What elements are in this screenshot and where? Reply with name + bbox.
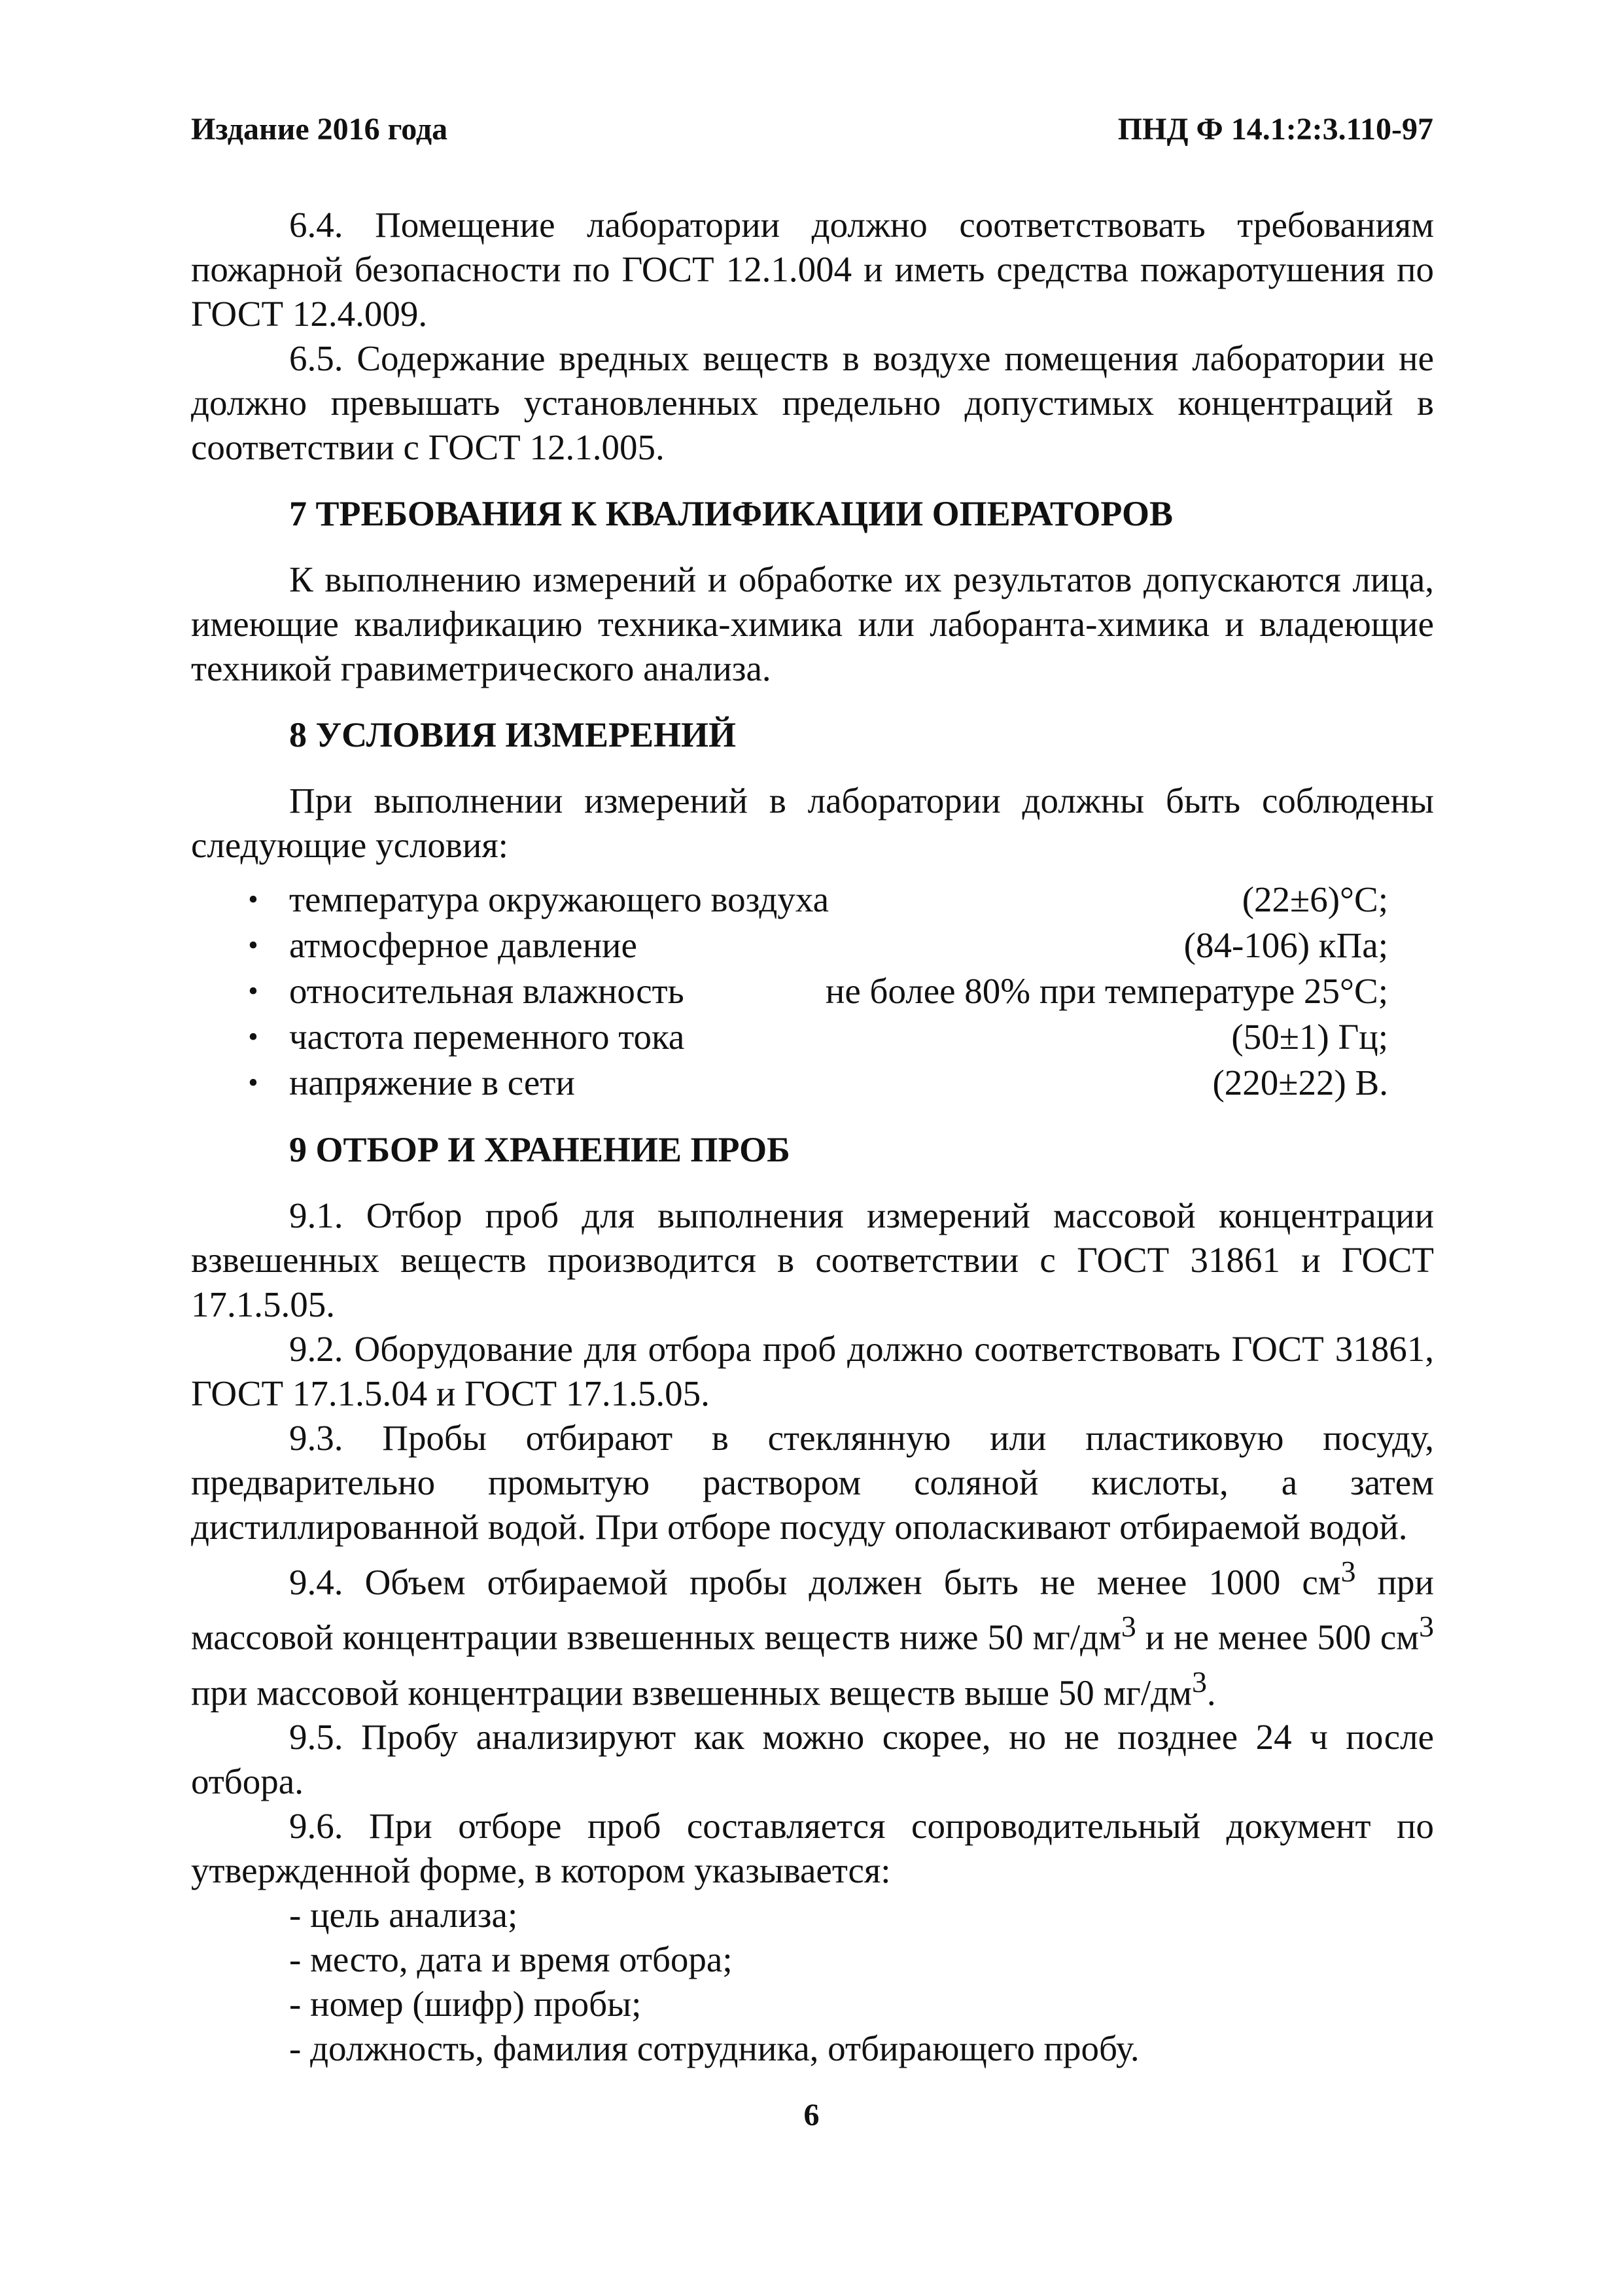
- paragraph-9-3: 9.3. Пробы отбирают в стеклянную или пластиковую посуду, предварительно промытую раствором соляной кислоты, а затем дистиллированной водой. При отборе посуду ополаскивают отбираемой водой.: [191, 1418, 1434, 1547]
- bullet-icon: •: [248, 883, 258, 915]
- paragraph-9-2: 9.2. Оборудование для отбора проб должно соответствовать ГОСТ 31861, ГОСТ 17.1.5.04 и ГОСТ 17.1.5.05.: [191, 1329, 1434, 1413]
- conditions-list: [191, 877, 1434, 1106]
- list-item: [191, 877, 1434, 923]
- section-9-heading: 9 ОТБОР И ХРАНЕНИЕ ПРОБ: [289, 1130, 790, 1169]
- condition-label: напряжение в сети: [289, 1063, 575, 1103]
- list-item: [191, 923, 1434, 968]
- paragraph-9-1: 9.1. Отбор проб для выполнения измерений массовой концентрации взвешенных веществ производится в соответствии с ГОСТ 31861 и ГОСТ 17.1.5.05.: [191, 1195, 1434, 1324]
- document-fields-list: [191, 1893, 1434, 2071]
- p94-part-d: при массовой концентрации взвешенных веществ выше 50 мг/дм: [191, 1672, 1192, 1712]
- p94-part-b: при массовой концентрации взвешенных веществ ниже 50 мг/дм: [191, 1562, 1434, 1657]
- condition-value: (220±22) В.: [1212, 1063, 1388, 1103]
- section-8-heading: 8 УСЛОВИЯ ИЗМЕРЕНИЙ: [289, 715, 737, 754]
- bullet-icon: •: [248, 1067, 258, 1099]
- page-number: 6: [803, 2098, 820, 2132]
- edition-label: Издание 2016 года: [191, 112, 448, 147]
- condition-label: атмосферное давление: [289, 925, 637, 965]
- bullet-icon: •: [248, 975, 258, 1007]
- page-body: [191, 203, 1434, 2071]
- condition-label: относительная влажность: [289, 971, 684, 1011]
- list-item: - номер (шифр) пробы;: [289, 1983, 642, 2024]
- section-7-heading: 7 ТРЕБОВАНИЯ К КВАЛИФИКАЦИИ ОПЕРАТОРОВ: [289, 494, 1174, 533]
- p94-part-e: .: [1206, 1672, 1216, 1712]
- superscript-3: 3: [1121, 1610, 1136, 1644]
- paragraph-9-6: 9.6. При отборе проб составляется сопроводительный документ по утвержденной форме, в котором указывается:: [191, 1805, 1434, 1890]
- section-8-intro: При выполнении измерений в лаборатории должны быть соблюдены следующие условия:: [191, 781, 1434, 865]
- paragraph-9-4: [191, 1549, 1434, 1715]
- p94-part-a: 9.4. Объем отбираемой пробы должен быть не менее 1000 см: [289, 1562, 1341, 1602]
- condition-value: (50±1) Гц;: [1231, 1017, 1388, 1057]
- list-item: [191, 1014, 1434, 1060]
- condition-label: температура окружающего воздуха: [289, 879, 829, 919]
- paragraph-9-5: 9.5. Пробу анализируют как можно скорее, но не позднее 24 ч после отбора.: [191, 1716, 1434, 1801]
- document-code: ПНД Ф 14.1:2:3.110-97: [1117, 112, 1433, 147]
- p94-part-c: и не менее 500 см: [1136, 1617, 1420, 1657]
- superscript-3: 3: [1340, 1555, 1356, 1588]
- superscript-3: 3: [1191, 1665, 1207, 1699]
- section-7-text: К выполнению измерений и обработке их результатов допускаются лица, имеющие квалификацию техника-химика или лаборанта-химика и владеющие техникой гравиметрического анализа.: [191, 559, 1434, 688]
- list-item: - место, дата и время отбора;: [289, 1939, 733, 1979]
- bullet-icon: •: [248, 929, 258, 961]
- list-item: [191, 968, 1434, 1014]
- condition-value: (22±6)°С;: [1242, 879, 1388, 919]
- condition-label: частота переменного тока: [289, 1017, 685, 1057]
- paragraph-6-4: 6.4. Помещение лаборатории должно соответствовать требованиям пожарной безопасности по ГОСТ 12.1.004 и иметь средства пожаротушения по ГОСТ 12.4.009.: [191, 205, 1434, 334]
- list-item: - должность, фамилия сотрудника, отбирающего пробу.: [289, 2028, 1140, 2068]
- superscript-3: 3: [1419, 1610, 1435, 1644]
- paragraph-6-5: 6.5. Содержание вредных веществ в воздухе помещения лаборатории не должно превышать установленных предельно допустимых концентраций в соответствии с ГОСТ 12.1.005.: [191, 338, 1434, 467]
- condition-value: не более 80% при температуре 25°С;: [825, 971, 1388, 1011]
- list-item: - цель анализа;: [289, 1894, 518, 1935]
- list-item: [191, 1060, 1434, 1106]
- bullet-icon: •: [248, 1021, 258, 1053]
- condition-value: (84-106) кПа;: [1183, 925, 1388, 965]
